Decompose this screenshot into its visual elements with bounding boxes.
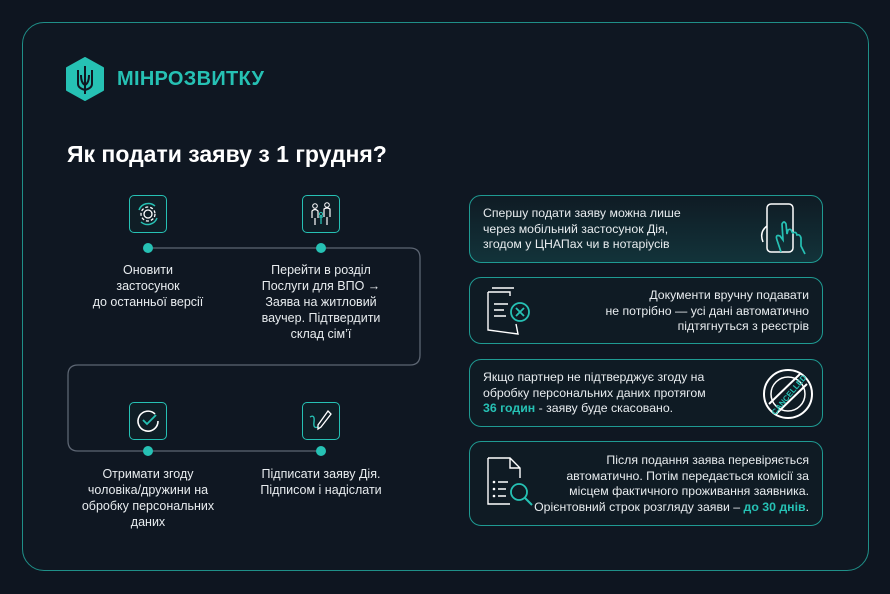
step-dot	[143, 243, 153, 253]
family-icon	[302, 195, 340, 233]
info-card-review	[469, 441, 823, 526]
check-circle-icon	[129, 402, 167, 440]
step-1-text: Оновити застосунок до останньої версії	[92, 263, 204, 309]
days-highlight: до 30 днів	[743, 499, 806, 514]
cancelled-stamp-icon	[760, 366, 816, 422]
card-text: Спершу подати заяву можна лише через мобільний застосунок Дія, згодом у ЦНАПах чи в нотаріусів	[483, 206, 681, 251]
svg-text:CANCELLED: CANCELLED	[769, 373, 809, 417]
brand-name: МІНРОЗВИТКУ	[117, 68, 265, 90]
step-2-text: Перейти в розділ Послуги для ВПО → Заява на житловий ваучер. Підтвердити склад сім’ї	[261, 263, 381, 341]
step-4-text: Підписати заяву Дія. Підписом і надіслати	[260, 467, 382, 497]
info-card-partner-consent	[469, 359, 823, 427]
document-search-icon	[482, 454, 538, 512]
document-cancel-icon	[482, 284, 538, 338]
pen-signature-icon	[302, 402, 340, 440]
card-text: Документи вручну подавати не потрібно — усі дані автоматично підтягнуться з реєстрів	[605, 288, 809, 333]
step-dot	[143, 446, 153, 456]
phone-tap-icon	[755, 202, 813, 258]
card-text: Якщо партнер не підтверджує згоду на обробку персональних даних протягом 36 годин - заяву буде скасовано.	[483, 370, 706, 415]
info-card-documents	[469, 277, 823, 344]
step-dot	[316, 243, 326, 253]
page-title: Як подати заяву з 1 грудня?	[67, 141, 387, 167]
gear-refresh-icon	[129, 195, 167, 233]
info-card-diia	[469, 195, 823, 263]
step-3-text: Отримати згоду чоловіка/дружини на обробку персональних даних	[81, 467, 215, 529]
step-dot	[316, 446, 326, 456]
card-text: Після подання заява перевіряється автоматично. Потім передається комісії за місцем фактичного проживання заявника. Орієнтовний строк розгляду заяви – до 30 днів.	[534, 453, 809, 514]
hours-highlight: 36 годин	[483, 401, 536, 415]
